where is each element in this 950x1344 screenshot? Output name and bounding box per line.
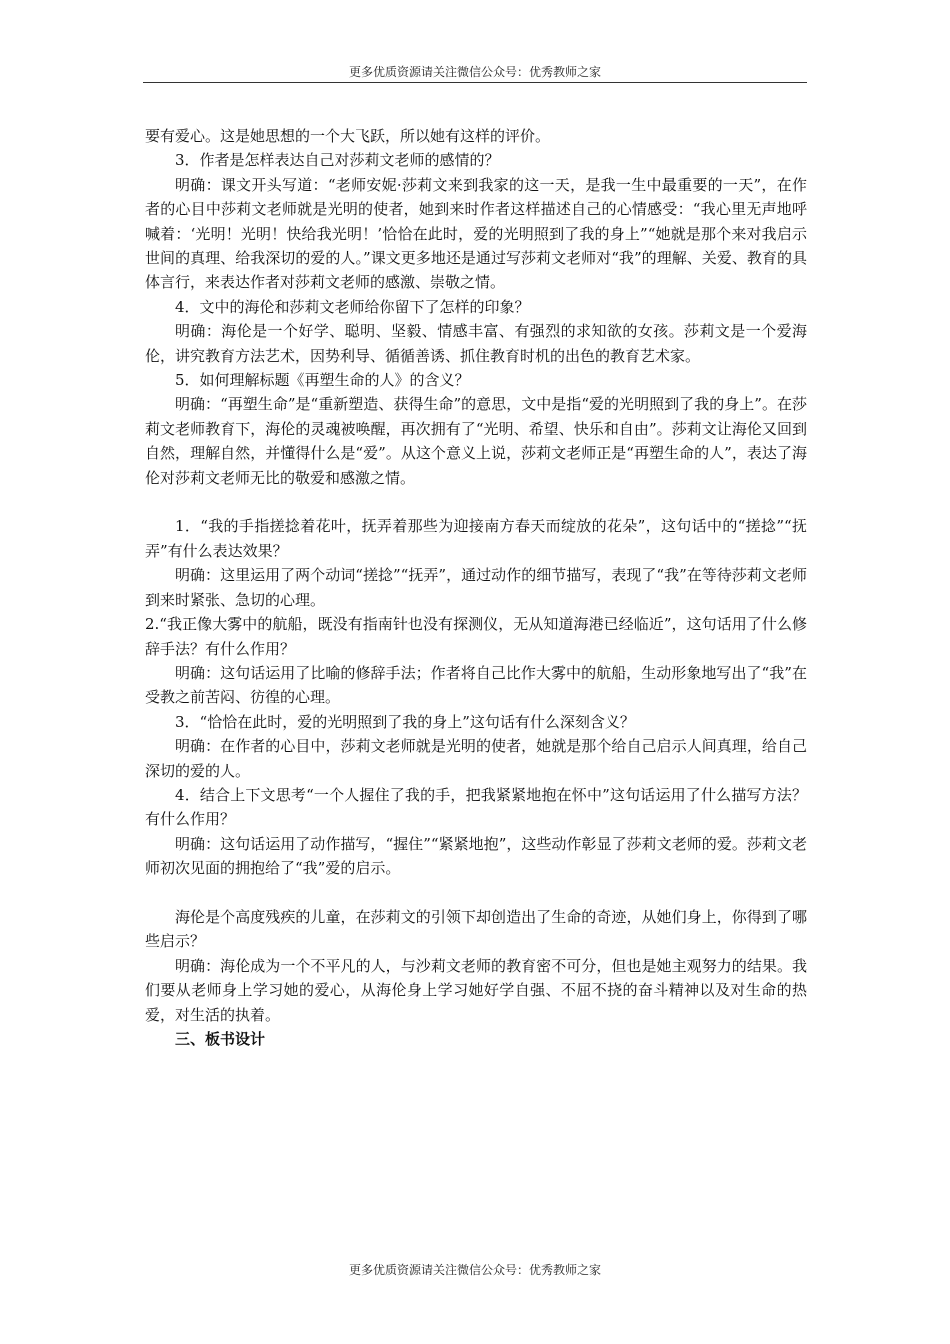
answer-1-rubbing: 明确：这里运用了两个动词“搓捻”“抚弄”，通过动作的细节描写，表现了“我”在等待莎莉文老师到来时紧张、急切的心理。: [145, 566, 807, 609]
answer-inspiration: 明确：海伦成为一个不平凡的人，与沙莉文老师的教育密不可分，但也是她主观努力的结果。我们要从老师身上学习她的爱心，从海伦身上学习她好学自强、不屈不挠的奋斗精神以及对生命的热爱，对生活的执着。: [145, 956, 807, 1024]
section-gap: [145, 881, 807, 905]
header-divider: [143, 82, 807, 83]
section-gap: [145, 490, 807, 514]
page-header: 更多优质资源请关注微信公众号：优秀教师之家: [348, 65, 601, 79]
question-4-impression: 4．文中的海伦和莎莉文老师给你留下了怎样的印象？: [175, 297, 530, 316]
question-1-rubbing: 1．“我的手指搓捻着花叶，抚弄着那些为迎接南方春天而绽放的花朵”，这句话中的“搓捻”“抚弄”有什么表达效果？: [145, 517, 807, 560]
answer-5-title-meaning: 明确：“再塑生命”是“重新塑造、获得生命”的意思，文中是指“爱的光明照到了我的身上”。在莎莉文老师教育下，海伦的灵魂被唤醒，再次拥有了“光明、希望、快乐和自由”。莎莉文让海伦又回到自然，理解自然，并懂得什么是“爱”。从这个意义上说，莎莉文老师正是“再塑生命的人”，表达了海伦对莎莉文老师无比的敬爱和感激之情。: [145, 395, 807, 487]
answer-4-impression: 明确：海伦是一个好学、聪明、坚毅、情感丰富、有强烈的求知欲的女孩。莎莉文是一个爱海伦，讲究教育方法艺术，因势利导、循循善诱、抓住教育时机的出色的教育艺术家。: [145, 322, 807, 365]
question-4-embrace: 4．结合上下文思考“一个人握住了我的手，把我紧紧地抱在怀中”这句话运用了什么描写方法？有什么作用？: [145, 785, 807, 829]
answer-2-ship: 明确：这句话运用了比喻的修辞手法；作者将自己比作大雾中的航船，生动形象地写出了“我”在受教之前苦闷、彷徨的心理。: [145, 663, 807, 707]
question-inspiration: 海伦是个高度残疾的儿童，在莎莉文的引领下却创造出了生命的奇迹，从她们身上，你得到了哪些启示？: [145, 907, 807, 951]
question-3-feelings: 3．作者是怎样表达自己对莎莉文老师的感情的？: [175, 151, 500, 170]
answer-3-feelings: 明确：课文开头写道：“老师安妮·莎莉文来到我家的这一天，是我一生中最重要的一天”，在作者的心目中莎莉文老师就是光明的使者，她到来时作者这样描述自己的心情感受：“我心里无声地呼喊着：‘光明！光明！快给我光明！’恰恰在此时，爱的光明照到了我的身上”“她就是那个来对我启示世间的真理、给我深切的爱的人。”课文更多地还是通过写莎莉文老师对“我”的理解、关爱、教育的具体言行，来表达作者对莎莉文老师的感激、崇敬之情。: [145, 175, 807, 292]
document-body: [145, 124, 807, 1051]
question-3-light: 3．“恰恰在此时，爱的光明照到了我的身上”这句话有什么深刻含义？: [175, 712, 635, 731]
page-footer: 更多优质资源请关注微信公众号：优秀教师之家: [348, 1263, 601, 1277]
question-2-ship: 2.“我正像大雾中的航船，既没有指南针也没有探测仪，无从知道海港已经临近”，这句话用了什么修辞手法？有什么作用？: [145, 615, 807, 658]
answer-3-light: 明确：在作者的心目中，莎莉文老师就是光明的使者，她就是那个给自己启示人间真理，给自己深切的爱的人。: [145, 737, 807, 780]
question-5-title-meaning: 5．如何理解标题《再塑生命的人》的含义？: [175, 371, 470, 390]
answer-4-embrace: 明确：这句话运用了动作描写，“握住”“紧紧地抱”，这些动作彰显了莎莉文老师的爱。莎莉文老师初次见面的拥抱给了“我”爱的启示。: [145, 834, 807, 878]
section-heading-board-design: 三、板书设计: [175, 1030, 266, 1048]
paragraph-love-conclusion: 要有爱心。这是她思想的一个大飞跃，所以她有这样的评价。: [145, 127, 551, 145]
